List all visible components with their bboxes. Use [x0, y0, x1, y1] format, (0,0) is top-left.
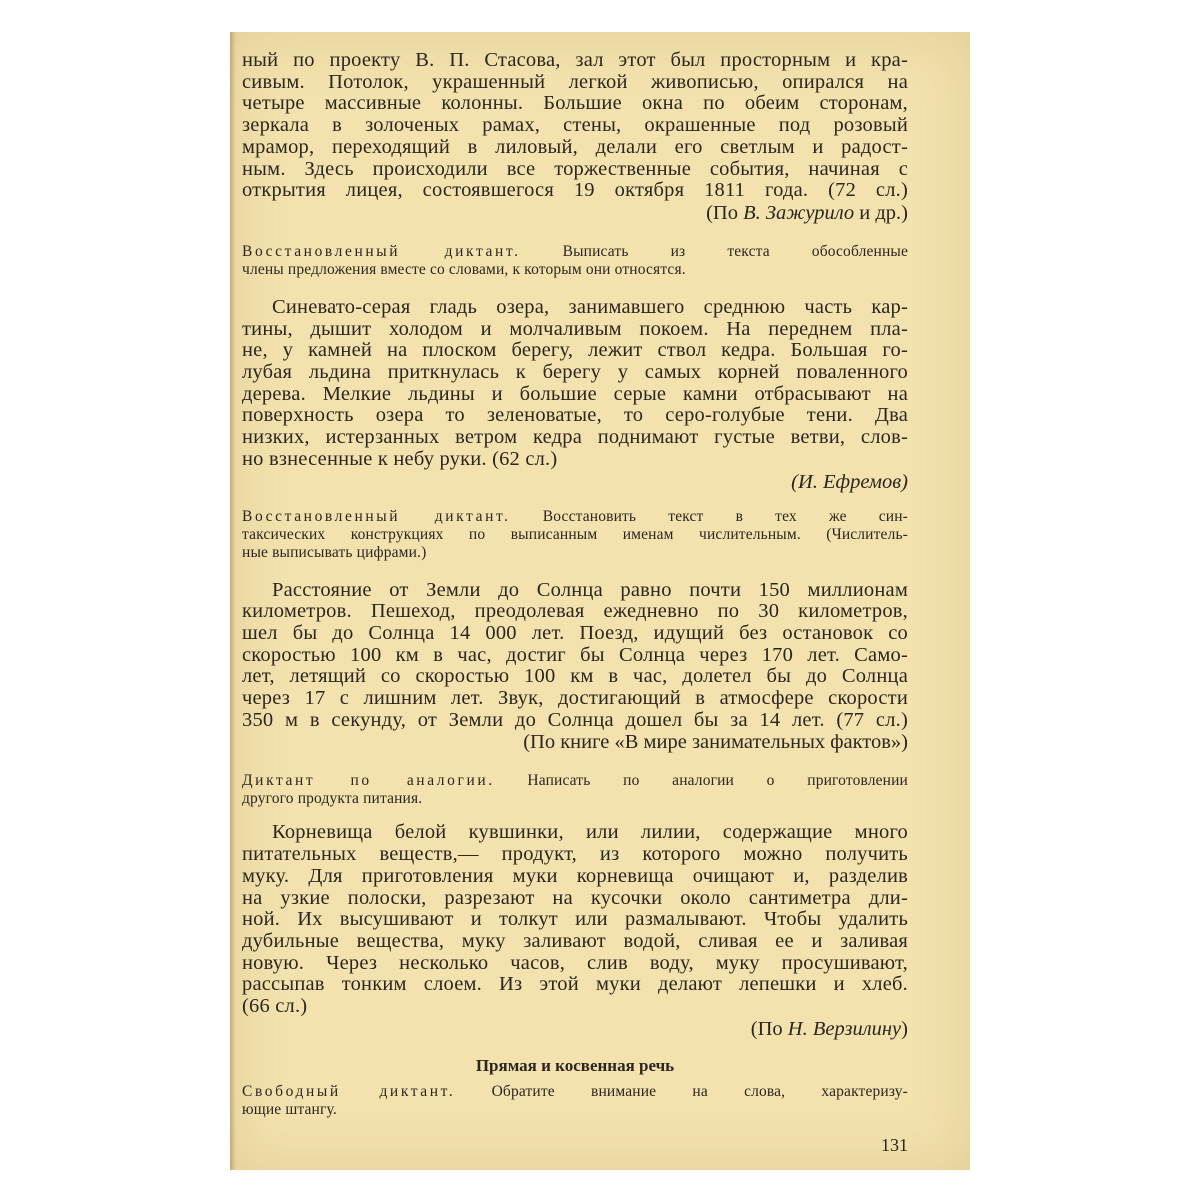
text-line: низких, истерзанных ветром кедра поднимают густые ветви, слов-	[242, 426, 908, 449]
source-author: (И. Ефремов)	[791, 470, 908, 493]
exercise-type: Диктант по аналогии.	[242, 772, 495, 790]
instruction-line	[242, 508, 908, 526]
text-line: скоростью 100 км в час, достиг бы Солнца через 170 лет. Само-	[242, 643, 908, 666]
text-line: не, у камней на плоском берегу, лежит ствол кедра. Большая го-	[242, 339, 908, 362]
book-page	[230, 32, 970, 1170]
text-line: Расстояние от Земли до Солнца равно почти 150 миллионам	[272, 578, 908, 601]
text-line: мрамор, переходящий в лиловый, делали его светлым и радост-	[242, 135, 908, 158]
text-line: новую. Через несколько часов, слив воду, муку просушивают,	[242, 951, 908, 974]
instruction-line: таксических конструкциях по выписанным именам числительным. (Числитель-	[242, 525, 908, 543]
exercise-type: Свободный диктант.	[242, 1082, 456, 1100]
instruction-text: Написать по аналогии о приготовлении	[494, 772, 908, 790]
exercise-type: Восстановленный диктант.	[242, 242, 521, 260]
source-author: В. Зажурило	[743, 201, 855, 224]
instruction-line	[242, 243, 908, 261]
section-heading: Прямая и косвенная речь	[475, 1055, 675, 1075]
source-author: Н. Верзилину	[787, 1017, 902, 1040]
paragraph-1	[242, 50, 908, 225]
instruction-line: ющие штангу.	[242, 1100, 337, 1118]
exercise-instruction-3	[242, 772, 908, 808]
source-attribution	[242, 1018, 908, 1041]
instruction-line: члены предложения вместе со словами, к которым они относятся.	[242, 260, 686, 278]
source-attribution: (По книге «В мире занимательных фактов»)	[523, 731, 908, 754]
source-suffix: )	[901, 1017, 908, 1040]
text-line: дубильные вещества, муку заливают водой, сливая ее и заливая	[242, 929, 908, 952]
text-line: (66 сл.)	[242, 995, 308, 1018]
text-line: открытия лицея, состоявшегося 19 октября 1811 года. (72 сл.)	[242, 179, 908, 202]
text-line: Корневища белой кувшинки, или лилии, содержащие много	[272, 821, 908, 844]
exercise-instruction-2	[242, 508, 908, 562]
text-line: на узкие полоски, разрезают на кусочки около сантиметра дли-	[242, 886, 908, 909]
instruction-text: Восстановить текст в тех же син-	[510, 507, 908, 525]
paragraph-3	[242, 580, 908, 755]
text-line: зеркала в золоченых рамах, стены, окрашенные под розовый	[242, 114, 908, 137]
page-text	[242, 50, 908, 1119]
text-line: шел бы до Солнца 14 000 лет. Поезд, идущий без остановок со	[242, 621, 908, 644]
text-line: ный по проекту В. П. Стасова, зал этот был просторным и кра-	[242, 49, 908, 71]
text-line: ным. Здесь происходили все торжественные события, начиная с	[242, 157, 908, 180]
text-line: четыре массивные колонны. Большие окна по обеим сторонам,	[242, 92, 908, 115]
instruction-text: Обратите внимание на слова, характеризу-	[455, 1082, 908, 1100]
page-number: 131	[881, 1135, 908, 1155]
text-line: питательных веществ,— продукт, из которого можно получить	[242, 843, 908, 866]
text-line: дерева. Мелкие льдины и большие серые камни отбрасывают на	[242, 382, 908, 405]
text-line: но взнесенные к небу руки. (62 сл.)	[242, 447, 558, 470]
source-attribution	[242, 471, 908, 494]
text-line: через 17 с лишним лет. Звук, достигающий в атмосфере скорости	[242, 687, 908, 710]
paragraph-4	[242, 822, 908, 1040]
instruction-line	[242, 772, 908, 790]
text-line: тины, дышит холодом и молчаливым покоем. На переднем пла-	[242, 317, 908, 340]
text-line: поверхность озера то зеленоватые, то серо-голубые тени. Два	[242, 404, 908, 427]
instruction-text: Выписать из текста обособленные	[520, 242, 908, 260]
text-line: лет, летящий со скоростью 100 км в час, долетел бы до Солнца	[242, 665, 908, 688]
exercise-instruction-4	[242, 1083, 908, 1119]
text-line: муку. Для приготовления муки корневища очищают и, разделив	[242, 864, 908, 887]
source-suffix: и др.)	[854, 201, 908, 224]
instruction-line: ные выписывать цифрами.)	[242, 543, 427, 561]
source-attribution	[242, 202, 908, 225]
text-line: сивым. Потолок, украшенный легкой живописью, опирался на	[242, 70, 908, 93]
text-line: лубая льдина приткнулась к берегу у самых корней поваленного	[242, 361, 908, 384]
text-line: рассыпав тонким слоем. Из этой муки делают лепешки и хлеб.	[242, 973, 908, 996]
instruction-line: другого продукта питания.	[242, 790, 423, 808]
text-line: Синевато-серая гладь озера, занимавшего среднюю часть кар-	[272, 295, 908, 318]
source-prefix: (По	[706, 201, 744, 224]
exercise-instruction-1	[242, 243, 908, 279]
text-line: ной. Их высушивают и толкут или размалывают. Чтобы удалить	[242, 908, 908, 931]
instruction-line	[242, 1083, 908, 1101]
exercise-type: Восстановленный диктант.	[242, 507, 511, 525]
paragraph-2	[242, 297, 908, 494]
source-prefix: (По	[750, 1017, 788, 1040]
text-line: километров. Пешеход, преодолевая ежедневно по 30 километров,	[242, 600, 908, 623]
text-line: 350 м в секунду, от Земли до Солнца дошел бы за 14 лет. (77 сл.)	[242, 708, 908, 731]
